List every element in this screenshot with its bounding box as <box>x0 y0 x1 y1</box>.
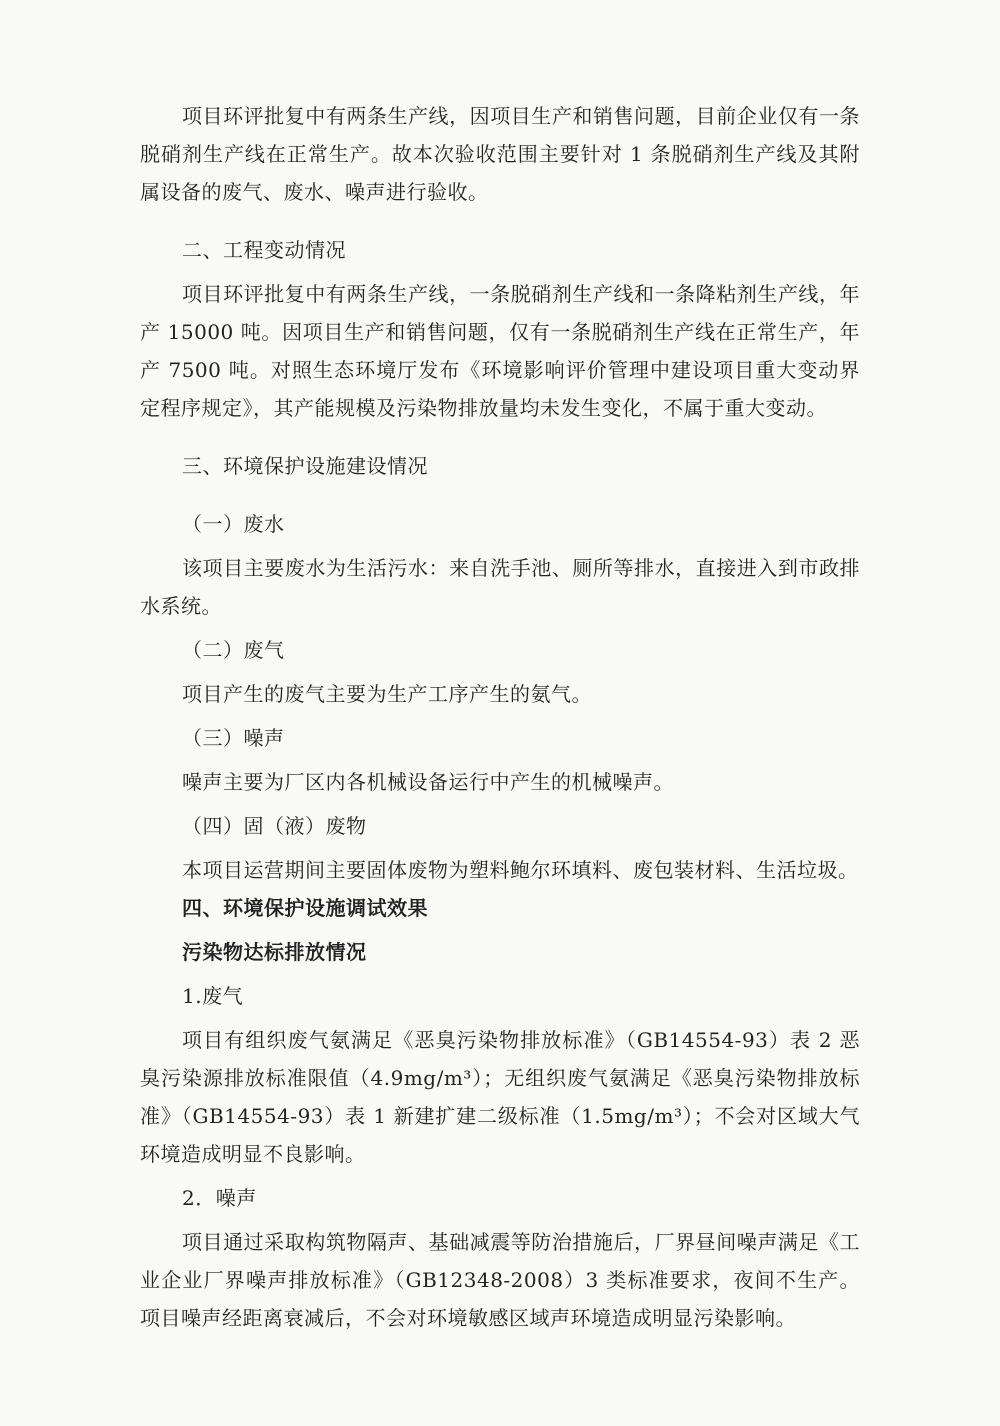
paragraph-solid-waste: 本项目运营期间主要固体废物为塑料鲍尔环填料、废包装材料、生活垃圾。 <box>182 858 859 882</box>
paragraph-engineering-changes: 项目环评批复中有两条生产线，一条脱硝剂生产线和一条降粘剂生产线，年产 15000 吨。因项目生产和销售问题，仅有一条脱硝剂生产线在正常生产，年产 7500 吨。对照生态环境厅发布《环境影响评价管理中建设项目重大变动界定程序规定》，其产能规模及污染物排放量均未发生变化，不属于重大变动。 <box>140 282 860 420</box>
paragraph-scope: 项目环评批复中有两条生产线，因项目生产和销售问题，目前企业仅有一条脱硝剂生产线在正常生产。故本次验收范围主要针对 1 条脱硝剂生产线及其附属设备的废气、废水、噪声进行验收。 <box>140 104 860 204</box>
subheading-solid-waste: （四）固（液）废物 <box>182 814 367 838</box>
subheading-wastewater: （一）废水 <box>182 512 285 536</box>
heading-environmental-facilities: 三、环境保护设施建设情况 <box>182 454 428 478</box>
numbered-heading-exhaust-gas: 1.废气 <box>182 984 244 1008</box>
paragraph-noise: 噪声主要为厂区内各机械设备运行中产生的机械噪声。 <box>182 770 674 794</box>
heading-engineering-changes: 二、工程变动情况 <box>182 238 346 262</box>
document-body <box>140 97 860 1337</box>
numbered-heading-noise: 2．噪声 <box>182 1186 257 1210</box>
heading-debugging-effect: 四、环境保护设施调试效果 <box>182 896 428 920</box>
heading-emission-compliance: 污染物达标排放情况 <box>182 940 367 964</box>
subheading-noise: （三）噪声 <box>182 726 285 750</box>
paragraph-wastewater: 该项目主要废水为生活污水：来自洗手池、厕所等排水，直接进入到市政排水系统。 <box>140 556 860 618</box>
paragraph-noise-compliance: 项目通过采取构筑物隔声、基础减震等防治措施后，厂界昼间噪声满足《工业企业厂界噪声排放标准》（GB12348-2008）3 类标准要求，夜间不生产。项目噪声经距离衰减后，不会对环境敏感区域声环境造成明显污染影响。 <box>140 1230 860 1330</box>
paragraph-exhaust-compliance: 项目有组织废气氨满足《恶臭污染物排放标准》（GB14554-93）表 2 恶臭污染源排放标准限值（4.9mg/m³）；无组织废气氨满足《恶臭污染物排放标准》（GB14554-93）表 1 新建扩建二级标准（1.5mg/m³）；不会对区域大气环境造成明显不良影响。 <box>140 1028 860 1166</box>
paragraph-exhaust-gas: 项目产生的废气主要为生产工序产生的氨气。 <box>182 682 592 706</box>
subheading-exhaust-gas: （二）废气 <box>182 638 285 662</box>
